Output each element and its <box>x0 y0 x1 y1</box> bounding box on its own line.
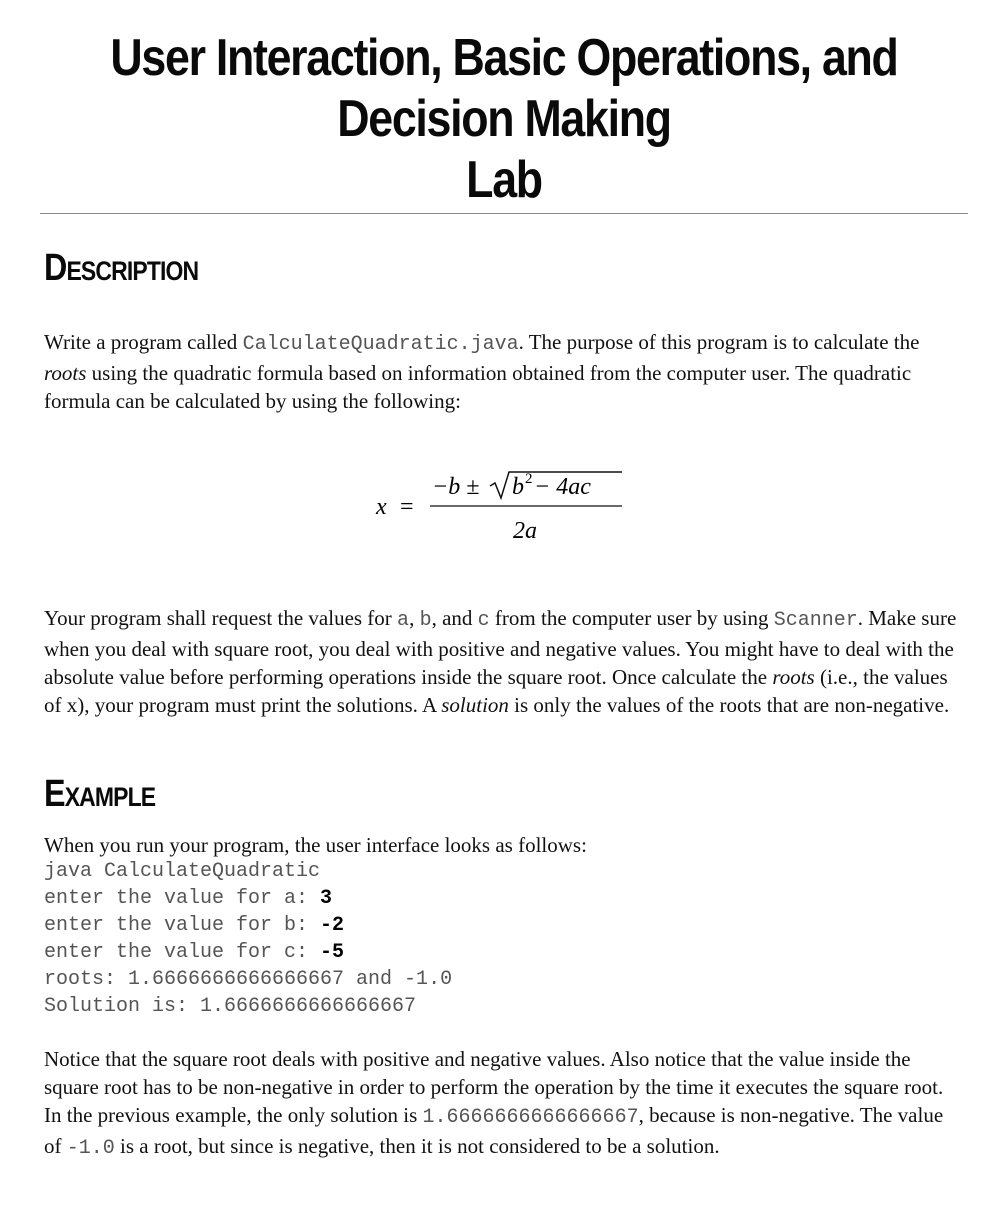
filename-code: CalculateQuadratic.java <box>242 333 519 356</box>
title-line-1: User Interaction, Basic Operations, and <box>110 29 898 87</box>
title-divider <box>40 213 968 214</box>
user-input-a: 3 <box>320 887 333 910</box>
var-b-code: b <box>419 609 432 632</box>
radicand-exponent: 2 <box>525 471 533 487</box>
description-paragraph-2: Your program shall request the values for a, b, and c from the computer user by using Scanner. Make sure when you deal with square root, you deal with positive and negative values. You might have to deal with the absolute value before performing operations inside the square root. Once calculate the roots (i.e., the values of x), your program must print the solutions. A solution is only the values of the roots that are non-negative. <box>44 606 957 717</box>
code-line: java CalculateQuadratic <box>44 860 321 883</box>
var-a-code: a <box>397 609 410 632</box>
solution-value-code: 1.6666666666666667 <box>422 1106 639 1129</box>
negative-root-code: -1.0 <box>66 1137 115 1160</box>
code-line: Solution is: 1.6666666666666667 <box>44 995 417 1018</box>
code-line: enter the value for b: -2 <box>44 914 345 937</box>
radicand-rest: − 4ac <box>534 474 591 500</box>
formula-lhs: x <box>376 494 387 520</box>
user-input-b: -2 <box>320 914 345 937</box>
code-line: enter the value for c: -5 <box>44 941 345 964</box>
scanner-code: Scanner <box>773 609 858 632</box>
user-input-c: -5 <box>320 941 345 964</box>
example-heading: Example <box>44 773 156 815</box>
title-line-2: Decision Making <box>337 90 671 148</box>
code-line: roots: 1.6666666666666667 and -1.0 <box>44 968 453 991</box>
description-paragraph-1: Write a program called CalculateQuadratic.java. The purpose of this program is to calculate the roots using the quadratic formula based on information obtained from the computer user. The quadratic formula can be calculated by using the following: <box>44 330 920 413</box>
code-line: enter the value for a: 3 <box>44 887 333 910</box>
page-title <box>105 28 903 211</box>
formula-numerator-prefix: −b ± <box>432 474 480 500</box>
console-output <box>44 858 452 1020</box>
formula-equals: = <box>400 494 414 520</box>
notice-paragraph: Notice that the square root deals with positive and negative values. Also notice that the value inside the square root has to be non-negative in order to perform the operation by the time it executes the square root. In the previous example, the only solution is 1.6666666666666667, because is non-negative. The value of -1.0 is a root, but since is negative, then it is not considered to be a solution. <box>44 1047 944 1160</box>
example-intro: When you run your program, the user interface looks as follows: <box>44 833 587 857</box>
title-line-3: Lab <box>466 151 542 209</box>
description-heading: Description <box>44 247 199 289</box>
quadratic-formula <box>376 472 636 552</box>
radicand-b: b <box>512 474 524 500</box>
formula-denominator: 2a <box>513 518 537 544</box>
var-c-code: c <box>477 609 490 632</box>
